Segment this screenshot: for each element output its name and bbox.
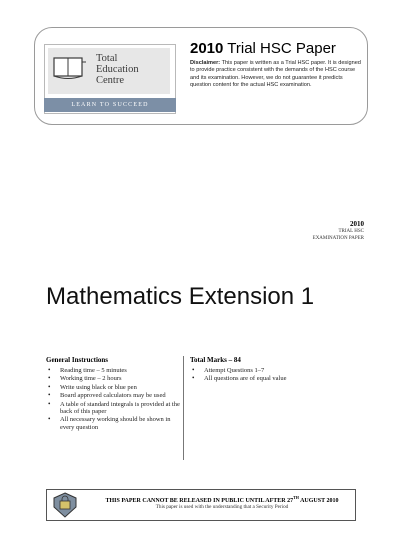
release-notice-date: AUGUST 2010 [298, 498, 339, 504]
release-notice [90, 495, 354, 504]
general-instructions [46, 356, 180, 432]
marks-heading: Total Marks – 84 [190, 356, 241, 364]
list-item: • Working time – 2 hours [46, 375, 180, 382]
security-shield-icon [52, 492, 78, 518]
release-notice-sup: TH [293, 495, 299, 500]
list-item: • Attempt Questions 1–7 [190, 367, 350, 374]
list-item: • A table of standard integrals is provided at the back of this paper [46, 401, 180, 416]
instructions-list [46, 367, 180, 431]
list-item: • All necessary working should be shown in every question [46, 416, 180, 431]
disclaimer-label: Disclaimer: [190, 60, 221, 66]
paper-year: 2010 [190, 40, 224, 57]
instructions-heading: General Instructions [46, 356, 109, 364]
list-item: • All questions are of equal value [190, 375, 350, 382]
column-divider [183, 356, 184, 460]
exam-info [313, 220, 364, 242]
disclaimer-text: This paper is written as a Trial HSC paper. It is designed to provide practice consistent with the demands of the HSC course and its examination. However, we do not guarantee it predicts question content for the actual HSC examination. [190, 60, 361, 89]
release-notice-text: THIS PAPER CANNOT BE RELEASED IN PUBLIC UNTIL AFTER 27 [105, 498, 294, 504]
logo-name-line3: Centre [96, 75, 124, 86]
book-icon [52, 56, 88, 82]
logo-name-line1: Total [96, 53, 118, 64]
total-marks [190, 356, 350, 384]
logo-name [96, 53, 139, 86]
list-item: • Reading time – 5 minutes [46, 367, 180, 374]
security-period-note: This paper is used with the understanding that a Security Period [155, 504, 289, 510]
paper-title [190, 40, 336, 57]
list-item: • Board approved calculators may be used [46, 392, 180, 399]
disclaimer [190, 60, 362, 90]
list-item: • Write using black or blue pen [46, 384, 180, 391]
paper-title-text: Trial HSC Paper [227, 40, 336, 57]
logo-name-line2: Education [96, 64, 139, 75]
subject-title: Mathematics Extension 1 [46, 283, 315, 310]
exam-info-year: 2010 [350, 220, 364, 228]
marks-list [190, 367, 350, 383]
logo-tagline: LEARN TO SUCCEED [71, 102, 149, 108]
exam-info-line2: EXAMINATION PAPER [312, 236, 364, 241]
exam-info-line1: TRIAL HSC [338, 229, 364, 234]
